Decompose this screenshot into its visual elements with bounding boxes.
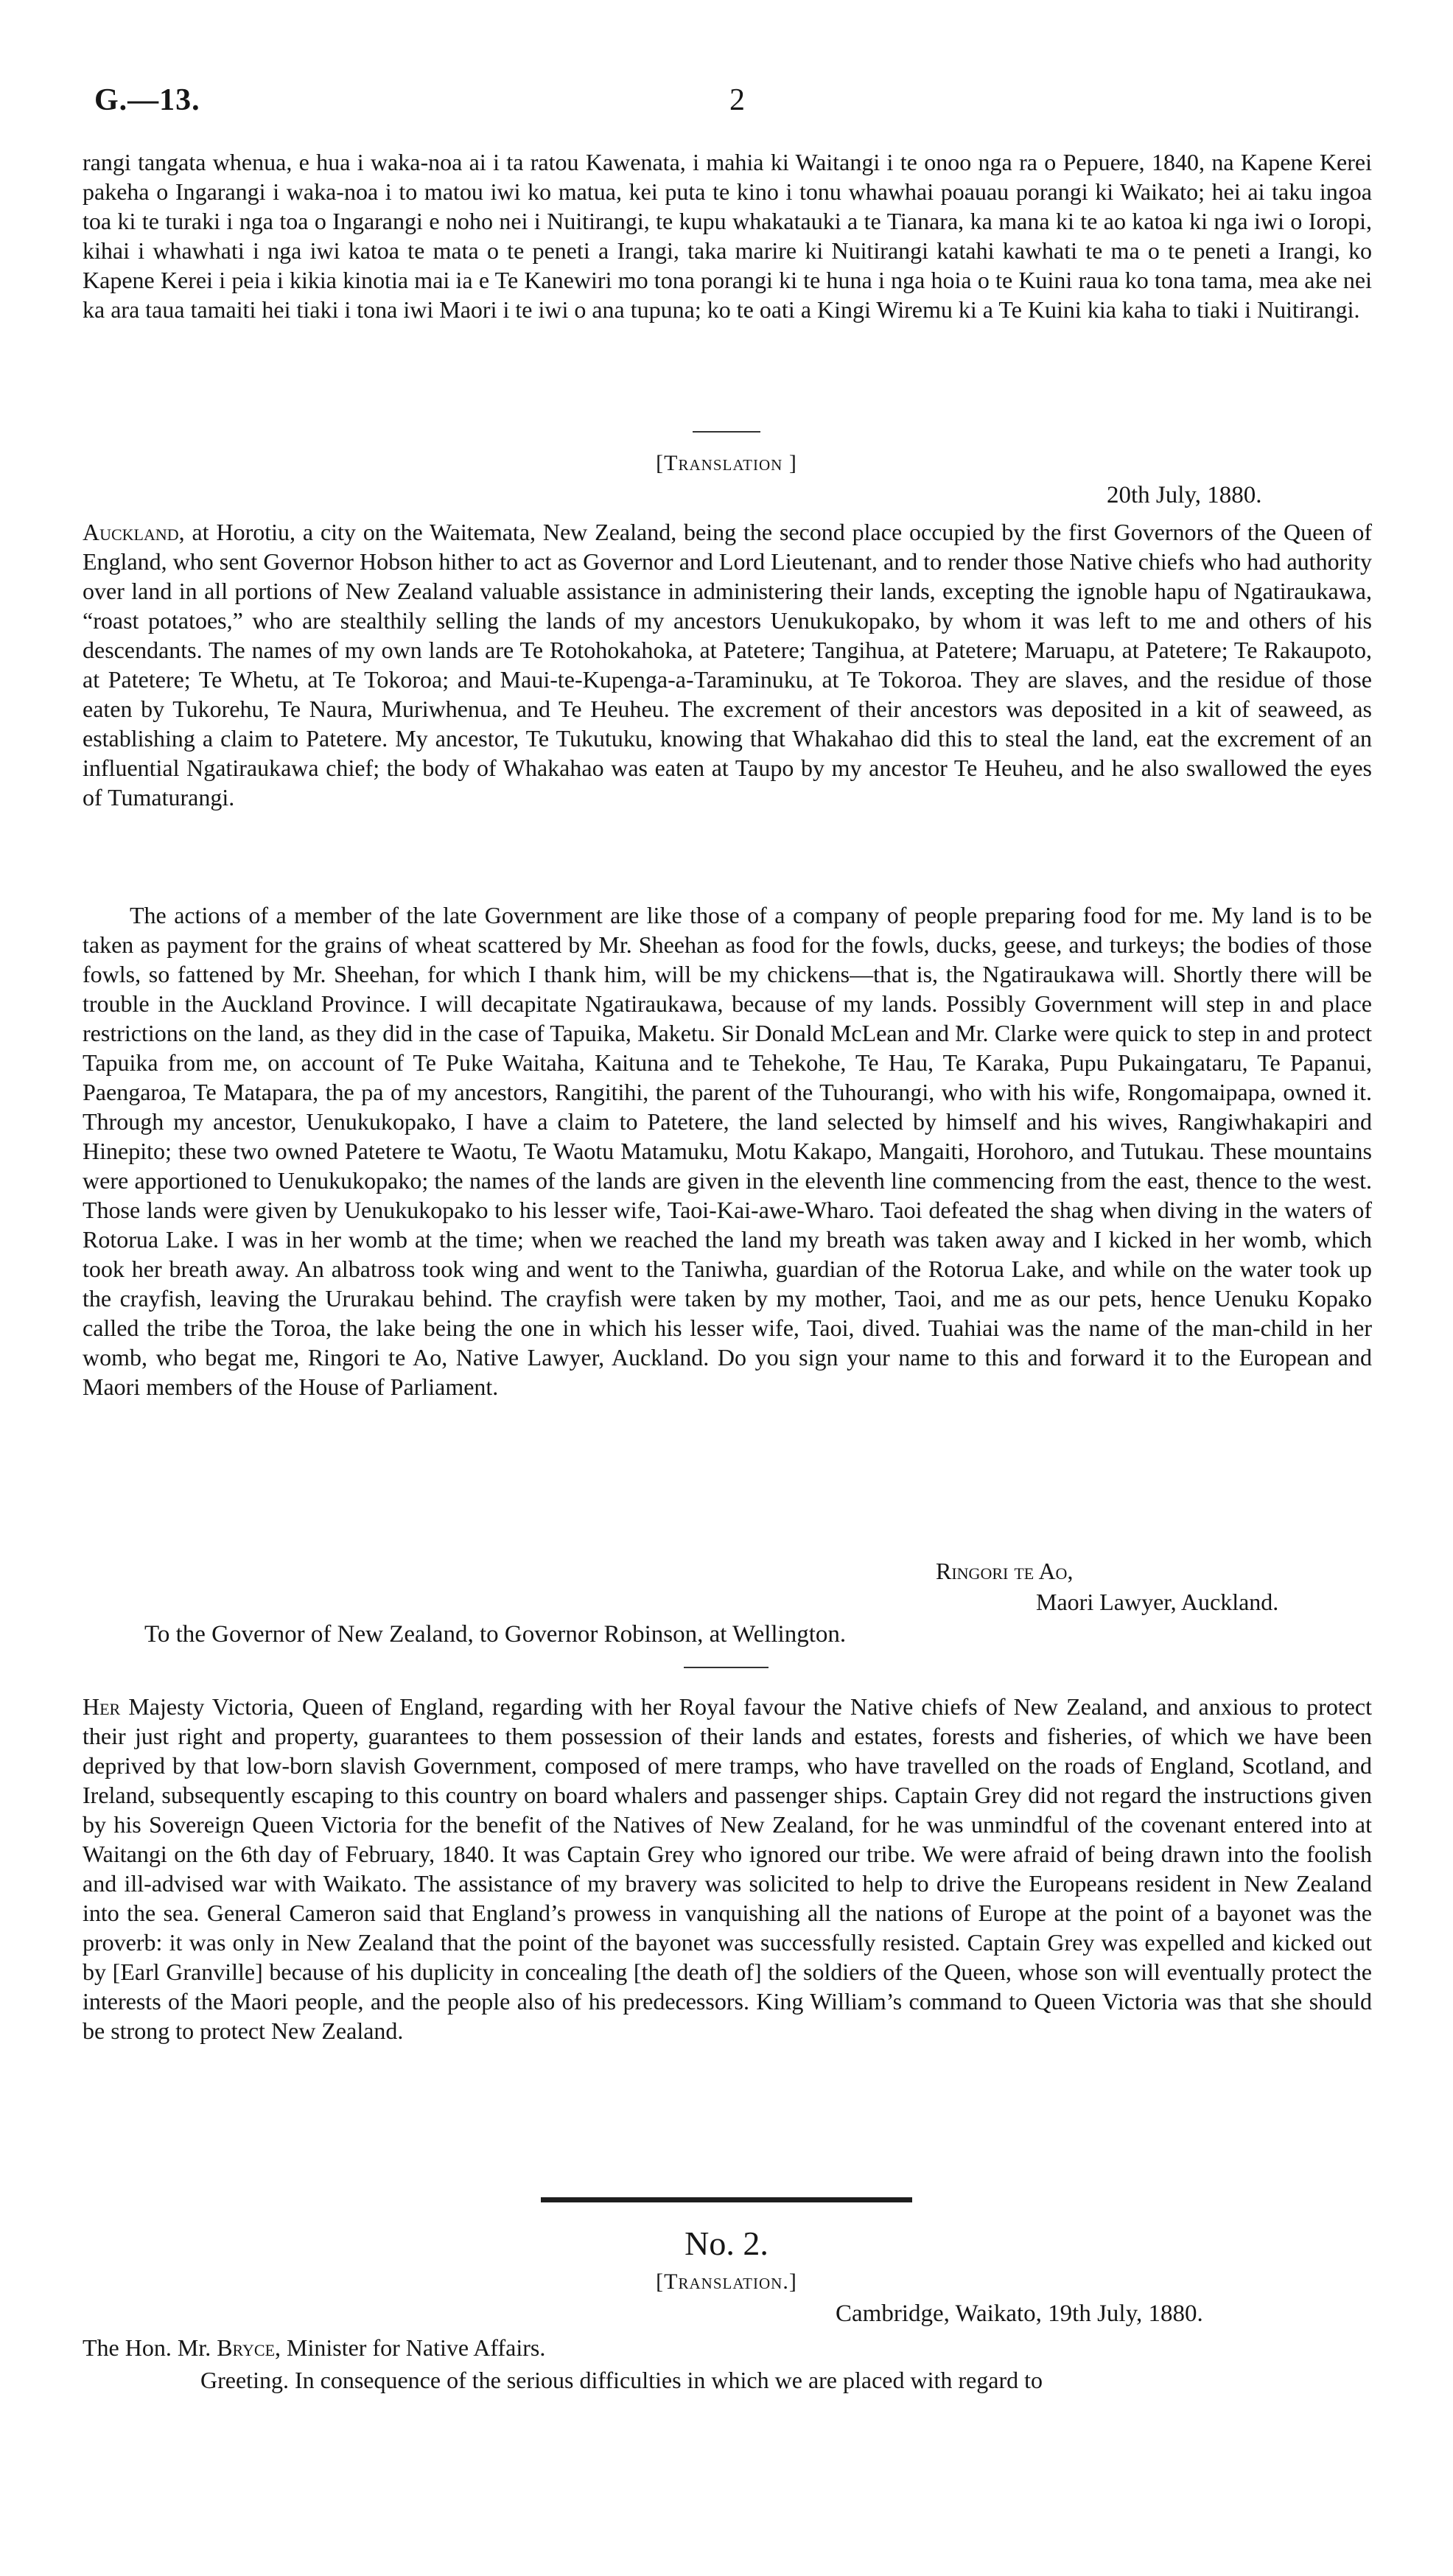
lead-word: Her — [83, 1693, 121, 1720]
maori-text-paragraph: rangi tangata whenua, e hua i waka-noa ai i ta ratou Kawenata, i mahia ki Waitangi i te onoo nga ra o Pepuere, 1840, na Kapene Kerei pakeha o Ingarangi i waka-noa i to matou iwi ko matua, kei puta te kino i tonu whawhai poauau porangi ki Waikato; hei ai taku ingoa toa ki te turaki i nga toa o Ingarangi e noho nei i Nuitirangi, te kupu whakatauki a te Tianara, ka mana ki te ao katoa ki nga iwi o Ioropi, kihai i whawhati i nga iwi katoa te mata o te peneti a Irangi, taka marire ki Nuitirangi katahi kawhati te ma o te peneti a Irangi, ko Kapene Kerei i peia i kikia kinotia mai ia e Te Kanewiri mo tona porangi ki te huna i nga hoia o te Kuini raua ko tona tama, mea ake nei ka ara taua tamaiti hei tiaki i tona iwi Maori i te iwi o ana tupuna; ko te oati a Kingi Wiremu ki a Te Kuini kia kaha to tiaki i Nuitirangi. — [83, 149, 1372, 323]
addressee-prefix: The Hon. Mr. — [83, 2334, 217, 2361]
separator-rule — [693, 431, 760, 433]
signature-name: Ringori te Ao, — [936, 1558, 1074, 1584]
page-number: 2 — [729, 83, 745, 117]
letter-date: Cambridge, Waikato, 19th July, 1880. — [836, 2300, 1203, 2327]
addressee-name: Bryce — [217, 2334, 276, 2361]
greeting-line: Greeting. In consequence of the serious difficulties in which we are placed with regard to — [200, 2367, 1043, 2393]
lead-word: Auckland, — [83, 519, 185, 545]
section-divider — [541, 2197, 912, 2202]
translation-label: [Translation ] — [656, 451, 797, 475]
paragraph-text: at Horotiu, a city on the Waitemata, New Zealand, being the second place occupied by the first Governors of the Queen of England, who sent Governor Hobson hither to act as Governor and Lord Lieutenant, and to render those Native chiefs who had authority over land in all portions of New Zealand valuable assistance in administering their lands, excepting the ignoble hapu of Ngatiraukawa, “roast potatoes,” who are stealthily selling the lands of my ancestors Uenukukopako, by whom it was left to me and others of his descendants. The names of my own lands are Te Rotohokahoka, at Patetere; Tangihua, at Patetere; Maruapu, at Patetere; Te Rakaupoto, at Patetere; Te Whetu, at Te Tokoroa; and Maui-te-Kupenga-a-Taraminuku, at Te Tokoroa. They are slaves, and the residue of those eaten by Tukorehu, Te Naura, Muriwhenua, and Te Heuheu. The excrement of their ancestors was deposited in a kit of seaweed, as establishing a claim to Patetere. My ancestor, Te Tukutuku, knowing that Whakahao did this to steal the land, eat the excrement of an influential Ngatiraukawa chief; the body of Whakahao was eaten at Taupo by my ancestor Te Heuheu, and he also swallowed the eyes of Tumaturangi. — [83, 519, 1372, 811]
letter-addressee — [83, 2334, 545, 2362]
translation-paragraph-1 — [83, 517, 1372, 812]
translation-label: [Translation.] — [656, 2269, 797, 2294]
letter-date: 20th July, 1880. — [1107, 482, 1262, 508]
translation-paragraph-2: The actions of a member of the late Government are like those of a company of people preparing food for me. My land is to be taken as payment for the grains of wheat scattered by Mr. Sheehan as food for the fowls, ducks, geese, and turkeys; the bodies of those fowls, so fattened by Mr. Sheehan, for which I thank him, will be my chickens—that is, the Ngatiraukawa will. Shortly there will be trouble in the Auckland Province. I will decapitate Ngatiraukawa, because of my lands. Possibly Government will step in and place restrictions on the land, as they did in the case of Tapuika, Maketu. Sir Donald McLean and Mr. Clarke were quick to step in and protect Tapuika from me, on account of Te Puke Waitaha, Kaituna and te Tehekohe, Te Hau, Te Karaka, Pupu Pukaingataru, Te Papanui, Paengaroa, Te Matapara, the pa of my ancestors, Rangitihi, the parent of the Tuhourangi, who with his wife, Rongomaipapa, owned it. Through my ancestor, Uenukukopako, I have a claim to Patetere, the land selected by himself and his wives, Rangiwhakapiri and Hinepito; these two owned Patetere te Waotu, Te Waotu Matamuku, Motu Kakapo, Mangaiti, Horohoro, and Tutukau. These mountains were apportioned to Uenukukopako; the names of the lands are given in the eleventh line commencing from the east, thence to the west. Those lands were given by Uenukukopako to his lesser wife, Taoi-Kai-awe-Wharo. Taoi defeated the shag when diving in the waters of Rotorua Lake. I was in her womb at the time; when we reached the land my breath was taken away and I kicked in her womb, which took her breath away. An albatross took wing and went to the Taniwha, guardian of the Rotorua Lake, and while on the water took up the crayfish, leaving the Ururakau behind. The crayfish were taken by my mother, Taoi, and me as our pets, hence Uenuku Kopako called the tribe the Toroa, the lake being the one in which his lesser wife, Taoi, dived. Tuahiai was the name of the man-child in her womb, who begat me, Ringori te Ao, Native Lawyer, Auckland. Do you sign your name to this and forward it to the European and Maori members of the House of Parliament. — [83, 902, 1372, 1400]
translation-paragraph-3 — [83, 1692, 1372, 2045]
addressee-suffix: , Minister for Native Affairs. — [275, 2334, 546, 2361]
signature-title: Maori Lawyer, Auckland. — [1036, 1589, 1279, 1615]
section-heading: No. 2. — [685, 2225, 768, 2262]
document-code: G.—13. — [94, 83, 200, 117]
separator-rule — [684, 1667, 768, 1668]
addressee-line: To the Governor of New Zealand, to Governor Robinson, at Wellington. — [144, 1621, 847, 1648]
page-header — [94, 83, 1347, 127]
paragraph-text: Majesty Victoria, Queen of England, regarding with her Royal favour the Native chiefs of New Zealand, and anxious to protect their just right and property, guarantees to them possession of their lands and estates, forests and fisheries, of which we have been deprived by that low-born slavish Government, composed of mere tramps, who have travelled on the roads of England, Scotland, and Ireland, subsequently escaping to this country on board whalers and passenger ships. Captain Grey did not regard the instructions given by his Sovereign Queen Victoria for the benefit of the Natives of New Zealand, for he was unmindful of the covenant entered into at Waitangi on the 6th day of February, 1840. It was Captain Grey who ignored our tribe. We were afraid of being drawn into the foolish and ill-advised war with Waikato. The assistance of my bravery was solicited to help to drive the Europeans resident in New Zealand into the sea. General Cameron said that England’s prowess in vanquishing all the nations of Europe at the point of a bayonet was the proverb: it was only in New Zealand that the point of the bayonet was successfully resisted. Captain Grey was expelled and kicked out by [Earl Granville] because of his duplicity in concealing [the death of] the soldiers of the Queen, whose son will eventually protect the interests of the Maori people, and the people also of his predecessors. King William’s command to Queen Victoria was that she should be strong to protect New Zealand. — [83, 1693, 1372, 2044]
